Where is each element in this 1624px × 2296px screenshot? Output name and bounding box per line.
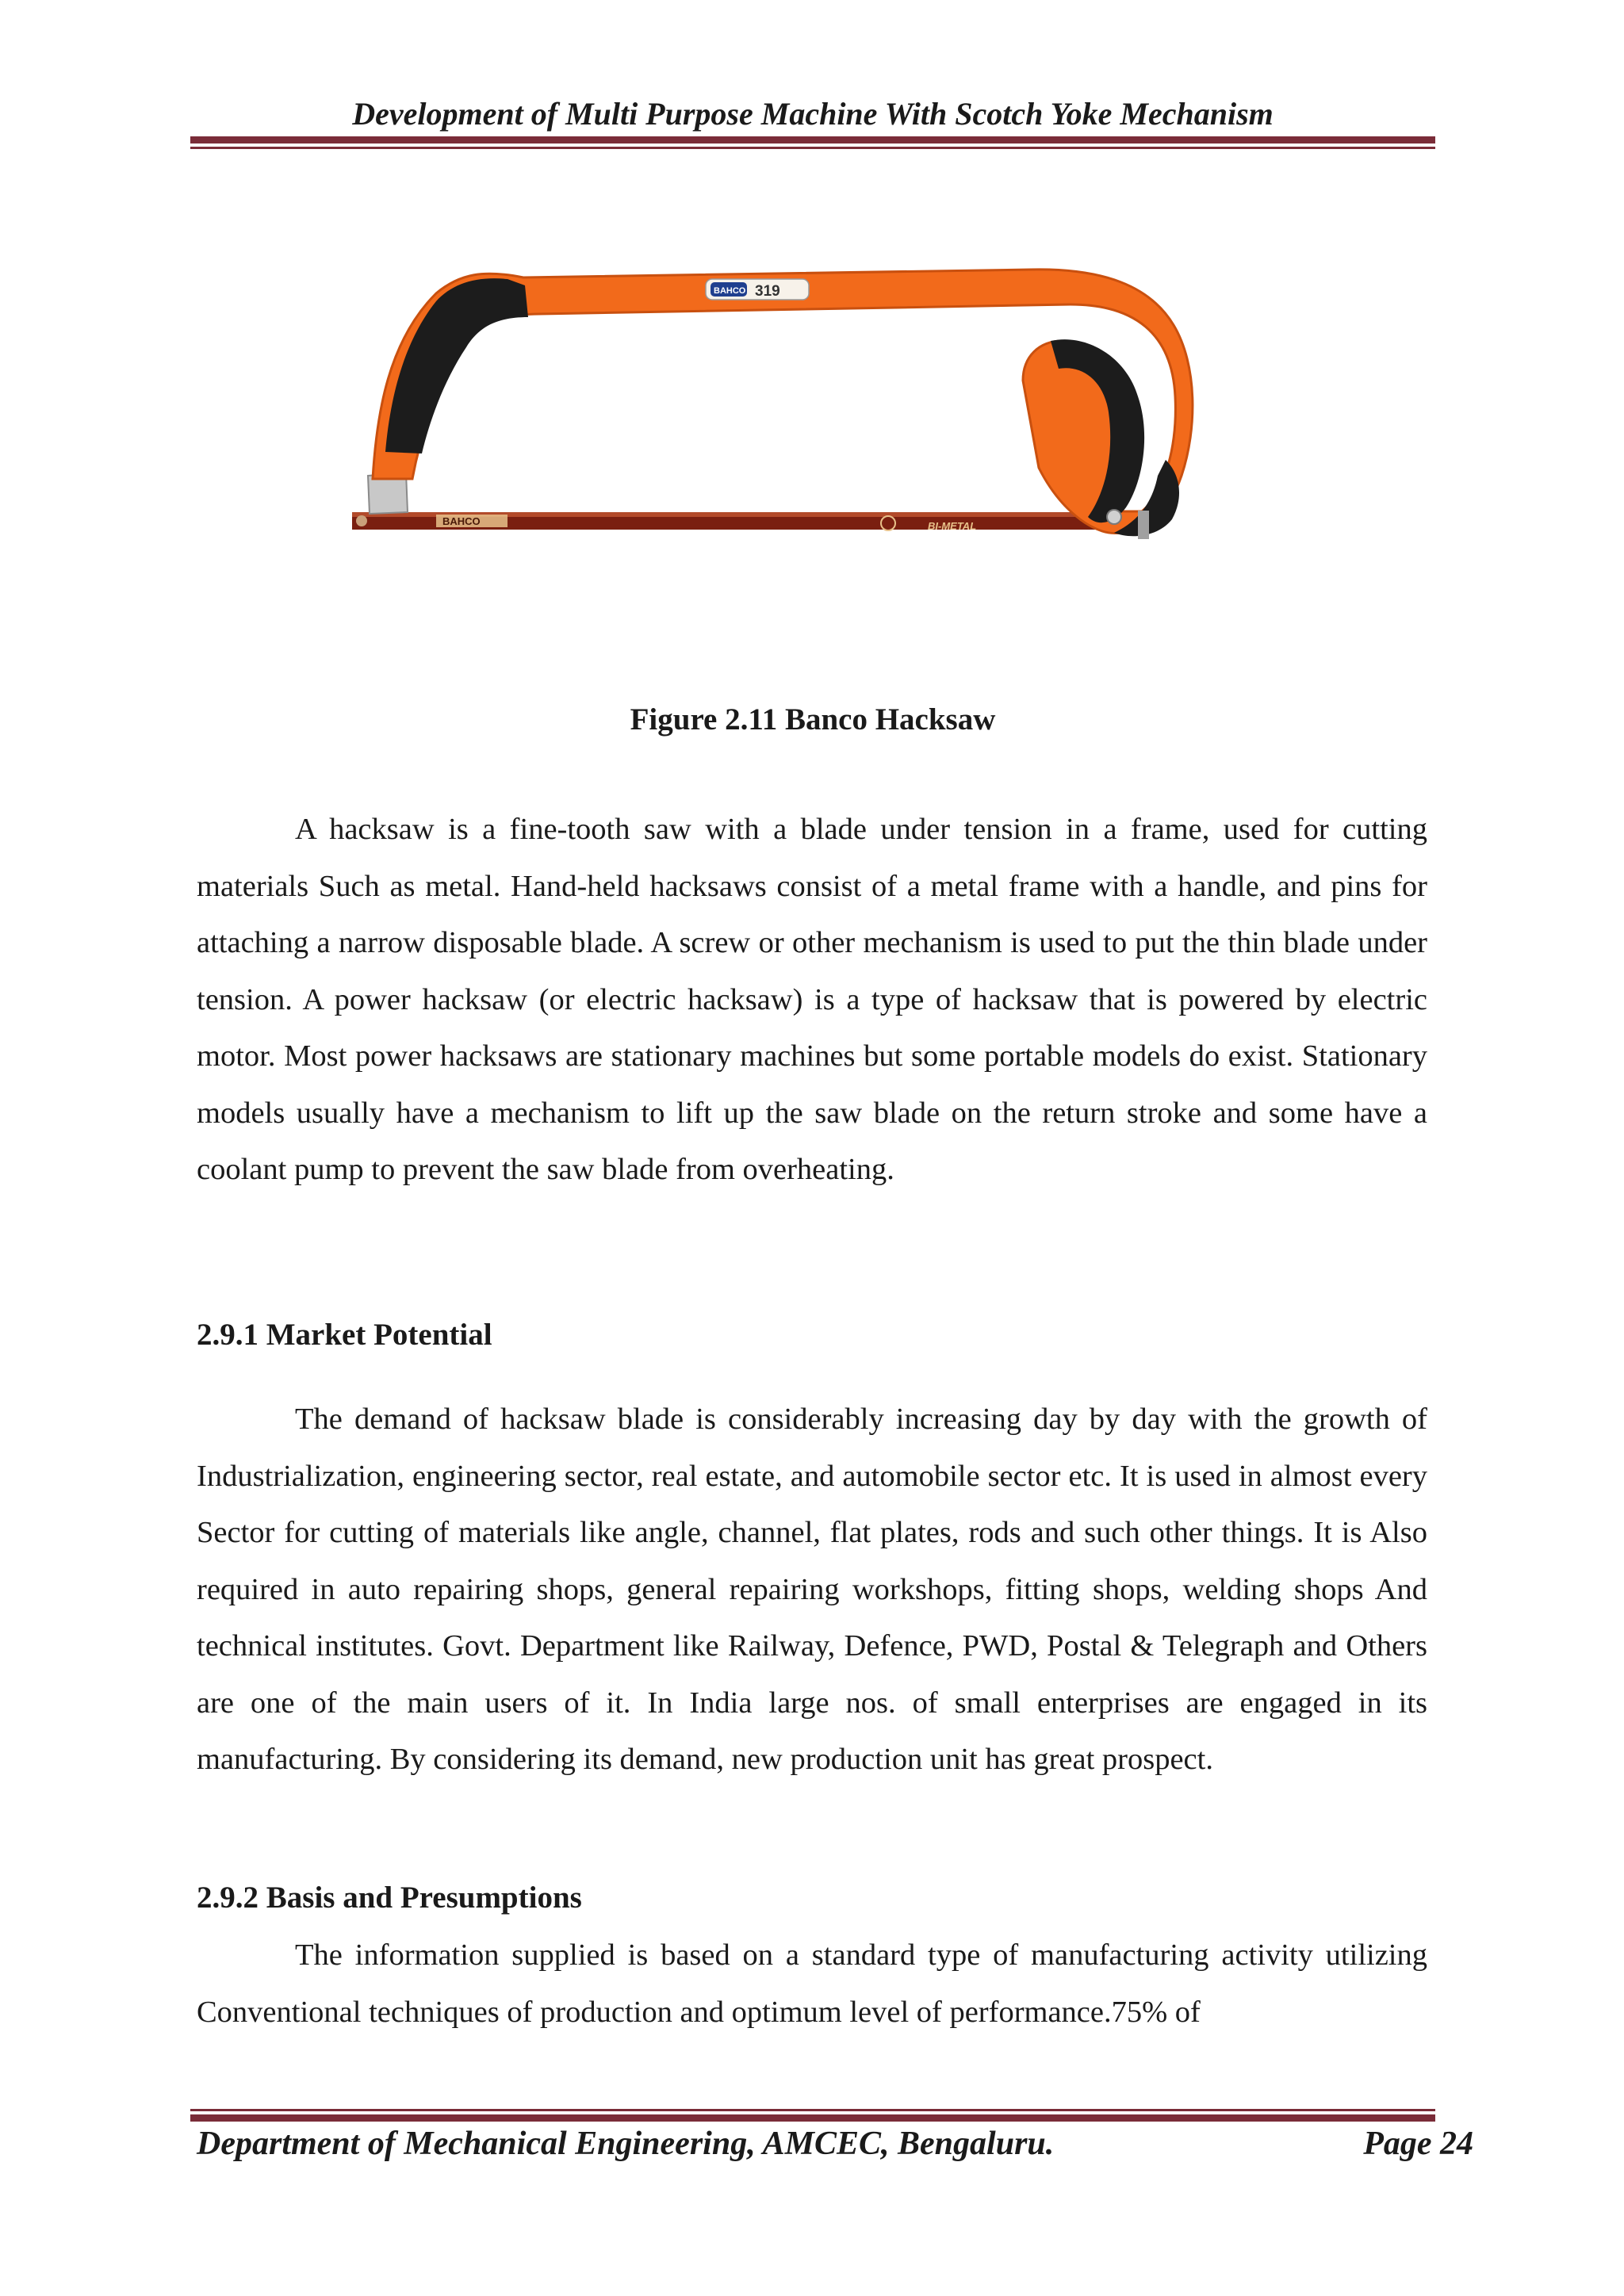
intro-paragraph: A hacksaw is a fine-tooth saw with a blade under tension in a frame, used for cutting materials Such as metal. Hand-held hacksaws consist of a metal frame with a handle, and pins for attaching a narrow disposable blade. A screw or other mechanism is used to put the thin blade under tension. A power hacksaw (or electric hacksaw) is a type of hacksaw that is powered by electric motor. Most power hacksaws are stationary machines but some portable models do exist. Stationary models usually have a mechanism to lift up the saw blade on the return stroke and some have a coolant pump to prevent the saw blade from overheating. xyxy=(197,813,1427,1186)
market-potential-paragraph: The demand of hacksaw blade is considerably increasing day by day with the growth of Industrialization, engineering sector, real estate, and automobile sector etc. It is used in almost every Sector for cutting of materials like angle, channel, flat plates, rods and such other things. It is Also required in auto repairing shops, general repairing workshops, fitting shops, welding shops And technical institutes. Govt. Department like Railway, Defence, PWD, Postal & Telegraph and Others are one of the main users of it. In India large nos. of small enterprises are engaged in its manufacturing. By considering its demand, new production unit has great prospect. xyxy=(197,1402,1427,1776)
section-heading-basis-presumptions: 2.9.2 Basis and Presumptions xyxy=(197,1881,582,1915)
badge-brand-label: BAHCO xyxy=(714,286,746,296)
basis-presumptions-paragraph: The information supplied is based on a standard type of manufacturing activity utilizing Conventional techniques of production and optimum level of performance.75% of xyxy=(197,1938,1427,2029)
header-rule xyxy=(190,136,1435,149)
running-header: Development of Multi Purpose Machine With Scotch Yoke Mechanism xyxy=(352,96,1274,132)
page-number: Page 24 xyxy=(1363,2126,1473,2162)
blade-brand-label: BAHCO xyxy=(442,515,481,527)
hacksaw-figure xyxy=(341,238,1324,595)
footer-rule xyxy=(190,2109,1435,2122)
figure-caption: Figure 2.11 Banco Hacksaw xyxy=(630,702,996,737)
footer-department: Department of Mechanical Engineering, AMCEC, Bengaluru. xyxy=(197,2126,1055,2162)
hacksaw-illustration xyxy=(341,238,1324,595)
section-heading-market-potential: 2.9.1 Market Potential xyxy=(197,1318,492,1352)
front-grip xyxy=(385,278,528,453)
blade-type-label: BI-METAL xyxy=(928,520,977,532)
badge-model-label: 319 xyxy=(755,283,780,300)
